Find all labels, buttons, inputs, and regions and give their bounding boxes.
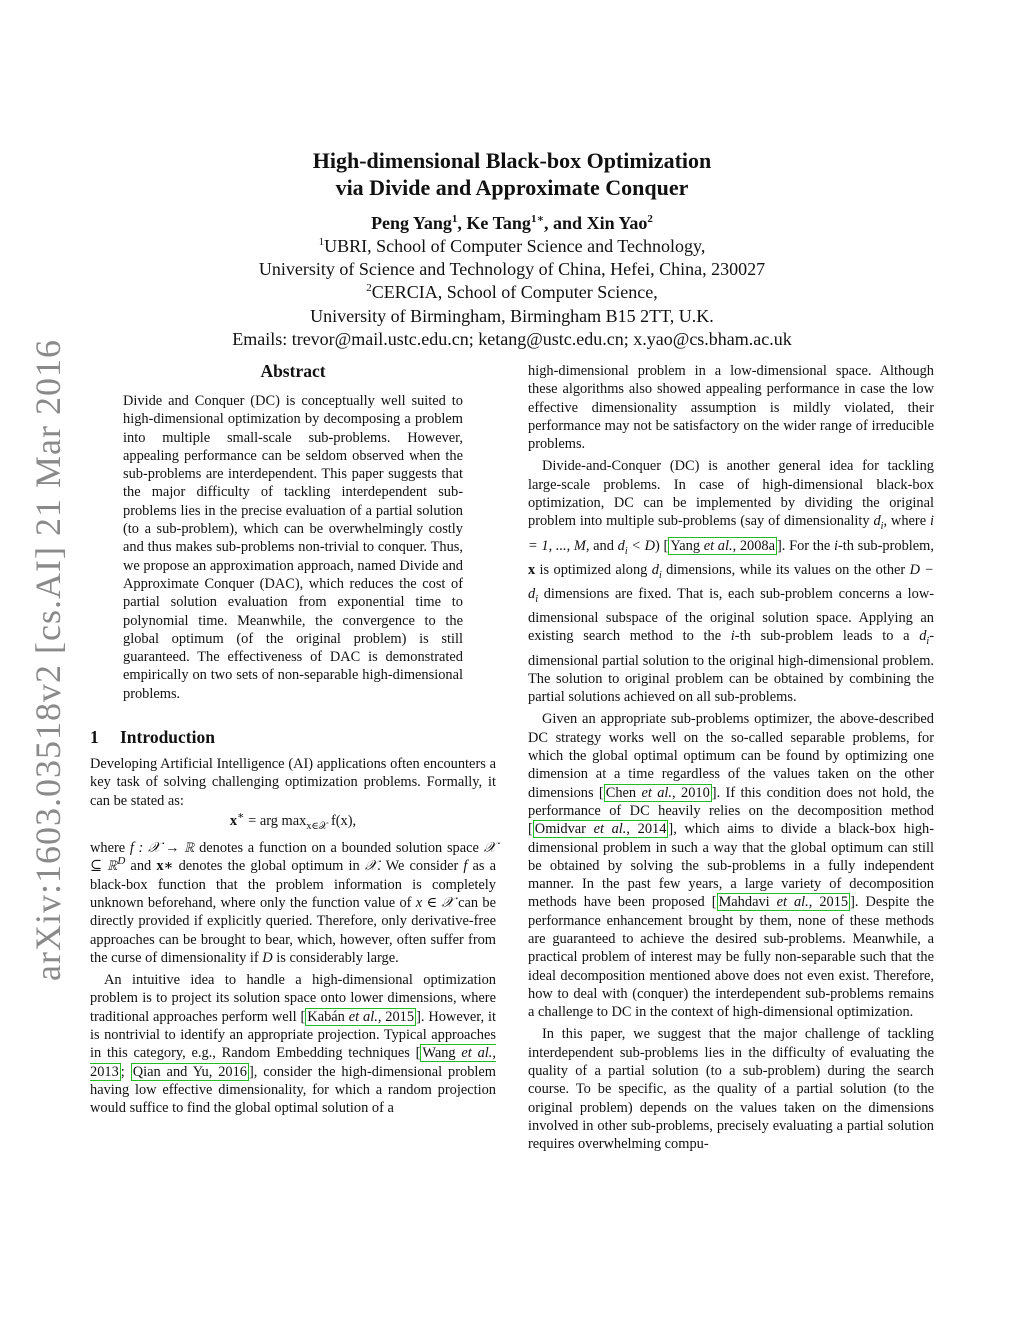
right-paragraph-2: Divide-and-Conquer (DC) is another general idea for tackling large-scale problems. In case of high-dimensional black-box optimization, DC can be implemented by dividing the original problem into multiple sub-problems (say of dimensionality $d_i$, where i = 1, ..., M, and $d_i < D$) [ Yang et al., 2008a ]. For the i-th sub-problem, x is optimized along $d_i$ dimensions, while its values on the other $D - d_i$ dimensions are fixed. That is, each sub-problem concerns a low-dimensional subspace of the original solution space. Applying an existing search method to the i-th sub-problem leads to a $d_i$-dimensional partial solution to the original high-dimensional problem. The solution to original problem can be obtained by combining the partial solutions achieved on all sub-problems. (528, 458, 935, 706)
citation-link[interactable]: Kabán et al., 2015 (307, 1008, 415, 1025)
intro-paragraph-1: Developing Artificial Intelligence (AI) applications often encounters a key task of solving challenging optimization problems. Formally, it can be stated as: (90, 756, 496, 809)
arxiv-id: arXiv:1603.03518v2 [cs.AI] 21 Mar 2016 (28, 339, 68, 981)
affiliations: $^1$UBRI, School of Computer Science and Technology, University of Science and Technology of China, Hefei, China, 230027 $^2$CERCIA, School of Computer Science, University of Birmingham, Birmingham B15 2TT, U.K. Emails: trevor@mail.ustc.edu.cn; ketang@ustc.edu.cn; x.yao@cs.bham.ac.uk (150, 235, 874, 351)
abstract-text: Divide and Conquer (DC) is conceptually well suited to high-dimensional optimization by decomposing a problem into multiple small-scale sub-problems. However, appealing performance can be seldom observed when the sub-problems are interdependent. This paper suggests that the major difficulty of tackling interdependent sub-problems lies in the precise evaluation of a partial solution (to a sub-problem), which can be overwhelmingly costly and thus makes sub-problems non-trivial to conquer. Thus, we propose an approximation approach, named Divide and Approximate Conquer (DAC), which reduces the cost of partial solution evaluation from exponential time to polynomial time. Meanwhile, the convergence to the global optimum (of the original problem) is still guaranteed. The effectiveness of DAC is demonstrated empirically on two sets of non-separable high-dimensional problems. (123, 393, 463, 702)
author-emails: Emails: trevor@mail.ustc.edu.cn; ketang@ustc.edu.cn; x.yao@cs.bham.ac.uk (232, 328, 792, 349)
left-column (90, 360, 496, 1118)
citation-link[interactable]: Qian and Yu, 2016 (132, 1063, 247, 1080)
right-column (528, 362, 934, 1154)
paper-title: High-dimensional Black-box Optimization via Divide and Approximate Conquer (312, 148, 712, 200)
citation-link[interactable]: Mahdavi et al., 2015 (718, 894, 849, 911)
author-list: Peng Yang$^1$, Ke Tang$^{1∗}$, and Xin Yao$^2$ (371, 213, 653, 233)
arxiv-sidebar-stamp (28, 339, 68, 981)
paper-header (150, 147, 874, 351)
right-paragraph-1: high-dimensional problem in a low-dimensional space. Although these algorithms also showed appealing performance in case the low effective dimensionality assumption is mildly violated, their performance may not be satisfactory on the wider range of irreducible problems. (528, 363, 934, 453)
right-paragraph-3: Given an appropriate sub-problems optimizer, the above-described DC strategy works well on the so-called separable problems, for which the global optimal optimum can be found by optimizing one dimension at a time regardless of the values taken on the other dimensions [ Chen et al., 2010 ]. If this condition does not hold, the performance of DC heavily relies on the decomposition method [ Omidvar et al., 2014 ], which aims to divide a black-box high-dimensional problem in such a way that the global optimum can still be obtained by solving the sub-problems in a fully independent manner. In the past few years, a large variety of decomposition methods have been proposed [ Mahdavi et al., 2015 ]. Despite the performance enhancement brought by them, none of these methods are guaranteed to achieve the desired sub-problems. Meanwhile, a practical problem of interest may be fully non-separable such that the ideal decomposition mentioned above does not even exist. Therefore, how to deal with (conquer) the interdependent sub-problems remains a challenge to DC in the context of high-dimensional optimization. (528, 711, 935, 1021)
equation-optimum: x∗ = arg $\max_{x\in 𝒳} f(x)$, (229, 810, 357, 832)
abstract-title: Abstract (260, 361, 326, 381)
section-heading-introduction: 1 Introduction (90, 727, 215, 748)
citation-link[interactable]: Wang et al., 2013 (90, 1045, 496, 1080)
intro-paragraph-3: An intuitive idea to handle a high-dimensional optimization problem is to project its solution space onto lower dimensions, where traditional approaches perform well [ Kabán et al., 2015 ]. However, it is nontrivial to identify an appropriate projection. Typical approaches in this category, e.g., Random Embedding techniques [ Wang et al., 2013 ; Qian and Yu, 2016 ], consider the high-dimensional problem having low effective dimensionality, for which a random projection would suffice to find the global optimal solution of a (90, 972, 496, 1117)
right-paragraph-4: In this paper, we suggest that the major challenge of tackling interdependent sub-problems lies in the difficulty of evaluating the quality of a partial solution (to a sub-problem) during the search course. To be specific, as the quality of a partial solution (to the original problem) depends on the values taken on the dimensions involved in other sub-problems, precisely evaluating a partial solution requires overwhelming compu- (528, 1026, 934, 1153)
intro-paragraph-2: where f : 𝒳 → ℝ denotes a function on a bounded solution space 𝒳 ⊆ ℝ$^D$ and x∗ denotes the global optimum in 𝒳. We consider f as a black-box function that the problem information is completely unknown beforehand, where only the function value of x ∈ 𝒳 can be directly provided if explicitly queried. Therefore, only derivative-free approaches can be brought to bear, which, however, often suffer from the curse of dimensionality if D is considerably large. (90, 840, 496, 966)
citation-link[interactable]: Omidvar et al., 2014 (534, 821, 667, 838)
abstract (90, 360, 496, 703)
citation-link[interactable]: Yang et al., 2008a (670, 537, 776, 554)
citation-link[interactable]: Chen et al., 2010 (605, 784, 710, 801)
